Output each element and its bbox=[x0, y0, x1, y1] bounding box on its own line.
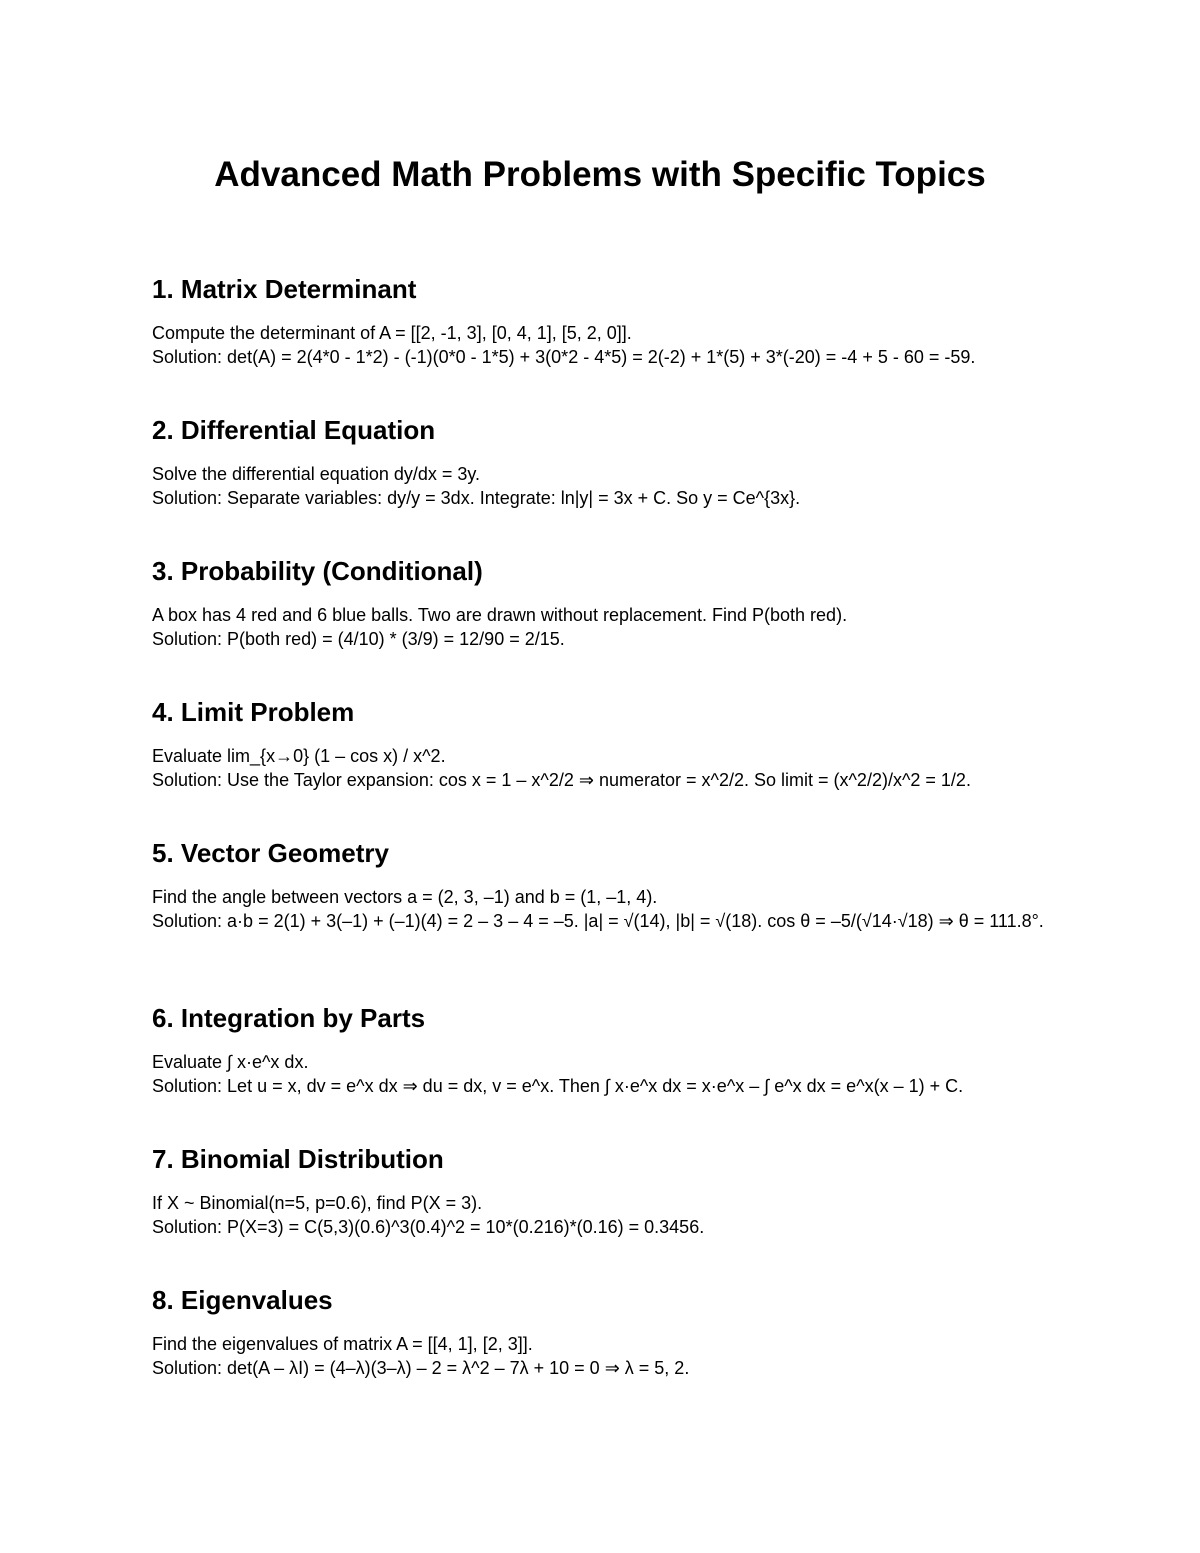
section-heading: 5. Vector Geometry bbox=[152, 838, 389, 868]
section-heading: 7. Binomial Distribution bbox=[152, 1144, 444, 1174]
solution-text: Solution: Separate variables: dy/y = 3dx. Integrate: ln|y| = 3x + C. So y = Ce^{3x}. bbox=[152, 487, 801, 508]
section-differential-equation bbox=[152, 413, 1052, 510]
section-body bbox=[152, 745, 1052, 792]
section-body bbox=[152, 1051, 1052, 1098]
problem-text: Find the angle between vectors a = (2, 3, –1) and b = (1, –1, 4). bbox=[152, 887, 658, 907]
section-vector-geometry bbox=[152, 836, 1052, 933]
section-eigenvalues bbox=[152, 1283, 1052, 1380]
section-heading: 2. Differential Equation bbox=[152, 415, 436, 445]
section-heading: 4. Limit Problem bbox=[152, 697, 355, 727]
section-heading: 3. Probability (Conditional) bbox=[152, 556, 483, 586]
solution-text: Solution: a·b = 2(1) + 3(–1) + (–1)(4) = 2 – 3 – 4 = –5. |a| = √(14), |b| = √(18). cos θ = –5/(√14·√18) ⇒ θ = 111.8°. bbox=[152, 910, 1044, 931]
problem-text: A box has 4 red and 6 blue balls. Two are drawn without replacement. Find P(both red). bbox=[152, 605, 848, 625]
page-title: Advanced Math Problems with Specific Topics bbox=[214, 155, 986, 194]
section-body bbox=[152, 463, 1052, 510]
solution-text: Solution: P(X=3) = C(5,3)(0.6)^3(0.4)^2 = 10*(0.216)*(0.16) = 0.3456. bbox=[152, 1216, 705, 1237]
solution-text: Solution: det(A) = 2(4*0 - 1*2) - (-1)(0*0 - 1*5) + 3(0*2 - 4*5) = 2(-2) + 1*(5) + 3*(-20) = -4 + 5 - 60 = -59. bbox=[152, 346, 976, 367]
section-heading: 8. Eigenvalues bbox=[152, 1285, 333, 1315]
section-body bbox=[152, 1333, 1052, 1380]
problem-text: Evaluate ∫ x·e^x dx. bbox=[152, 1052, 309, 1072]
problem-text: Compute the determinant of A = [[2, -1, 3], [0, 4, 1], [5, 2, 0]]. bbox=[152, 323, 632, 343]
solution-text: Solution: Let u = x, dv = e^x dx ⇒ du = dx, v = e^x. Then ∫ x·e^x dx = x·e^x – ∫ e^x dx = e^x(x – 1) + C. bbox=[152, 1075, 964, 1096]
solution-text: Solution: Use the Taylor expansion: cos x = 1 – x^2/2 ⇒ numerator = x^2/2. So limit = (x^2/2)/x^2 = 1/2. bbox=[152, 769, 971, 790]
section-body bbox=[152, 886, 1052, 933]
problem-text: If X ~ Binomial(n=5, p=0.6), find P(X = 3). bbox=[152, 1193, 483, 1213]
section-probability-conditional bbox=[152, 554, 1052, 651]
problem-text: Find the eigenvalues of matrix A = [[4, 1], [2, 3]]. bbox=[152, 1334, 533, 1354]
section-body bbox=[152, 1192, 1052, 1239]
section-heading: 6. Integration by Parts bbox=[152, 1003, 426, 1033]
section-heading: 1. Matrix Determinant bbox=[152, 274, 417, 304]
section-limit-problem bbox=[152, 695, 1052, 792]
section-body bbox=[152, 322, 1052, 369]
solution-text: Solution: det(A – λI) = (4–λ)(3–λ) – 2 = λ^2 – 7λ + 10 = 0 ⇒ λ = 5, 2. bbox=[152, 1357, 690, 1378]
section-integration-by-parts bbox=[152, 1001, 1052, 1098]
section-matrix-determinant bbox=[152, 272, 1052, 369]
problem-text: Solve the differential equation dy/dx = 3y. bbox=[152, 464, 481, 484]
problem-text: Evaluate lim_{x→0} (1 – cos x) / x^2. bbox=[152, 746, 446, 766]
section-binomial-distribution bbox=[152, 1142, 1052, 1239]
section-body bbox=[152, 604, 1052, 651]
solution-text: Solution: P(both red) = (4/10) * (3/9) = 12/90 = 2/15. bbox=[152, 628, 565, 649]
